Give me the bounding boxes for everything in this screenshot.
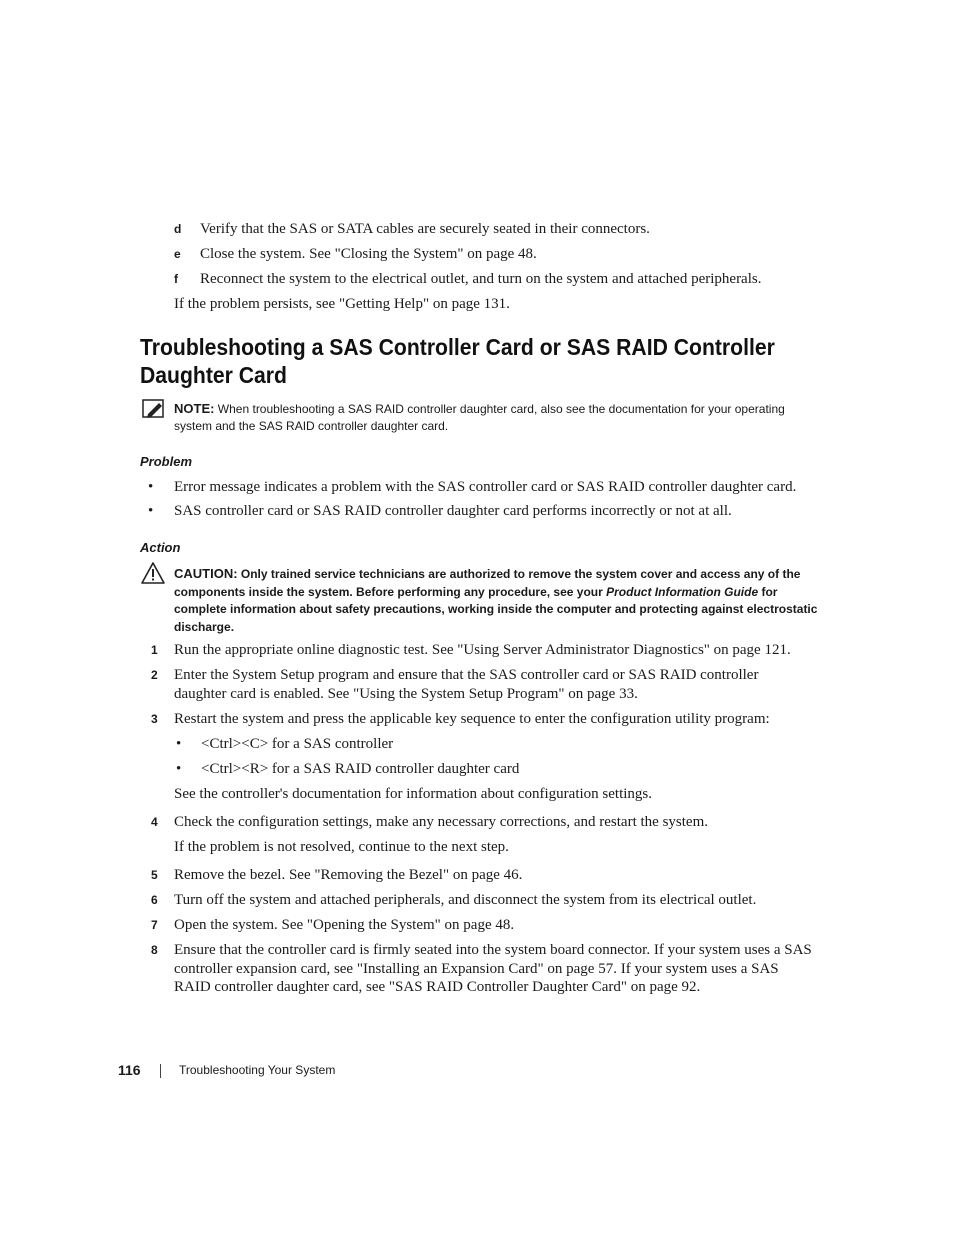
action-title: Action	[140, 540, 181, 555]
footer-section-title: Troubleshooting Your System	[179, 1063, 336, 1077]
footer-divider	[160, 1064, 161, 1078]
step-num-3: 3	[151, 712, 158, 726]
step-text-4: Check the configuration settings, make any necessary corrections, and restart the system.	[174, 814, 708, 830]
step-num-8: 8	[151, 943, 158, 957]
problem-title: Problem	[140, 454, 193, 469]
page-number: 116	[118, 1062, 141, 1078]
note-text: When troubleshooting a SAS RAID controller daughter card, also see the documentation for your operating system and the SAS RAID controller daughter card.	[174, 402, 785, 433]
note-label: NOTE:	[174, 401, 215, 416]
note-block	[174, 400, 824, 435]
step-text-2: Enter the System Setup program and ensure that the SAS controller card or SAS RAID controller daughter card is enabled. See "Using the System Setup Program" on page 33.	[174, 667, 759, 702]
step-num-5: 5	[151, 868, 158, 882]
problem-bullet-1: Error message indicates a problem with the SAS controller card or SAS RAID controller daughter card.	[174, 479, 797, 495]
step3-bullet-1: <Ctrl><C> for a SAS controller	[201, 736, 394, 752]
section-heading: Troubleshooting a SAS Controller Card or SAS RAID Controller Daughter Card	[140, 334, 775, 388]
step-text-6: Turn off the system and attached peripherals, and disconnect the system from its electrical outlet.	[174, 892, 757, 908]
step-text-d: Verify that the SAS or SATA cables are securely seated in their connectors.	[200, 221, 650, 237]
step-text-f: Reconnect the system to the electrical outlet, and turn on the system and attached peripherals.	[200, 271, 762, 287]
bullet-dot: •	[148, 479, 154, 495]
step-num-7: 7	[151, 918, 158, 932]
problem-bullet-2: SAS controller card or SAS RAID controller daughter card performs incorrectly or not at all.	[174, 503, 732, 519]
persist-text: If the problem persists, see "Getting Help" on page 131.	[174, 296, 510, 312]
step-text-7: Open the system. See "Opening the System" on page 48.	[174, 917, 515, 933]
step-text-1: Run the appropriate online diagnostic test. See "Using Server Administrator Diagnostics" on page 121.	[174, 642, 791, 658]
step-num-2: 2	[151, 668, 158, 682]
caution-label: CAUTION:	[174, 566, 238, 581]
step3-after-text: See the controller's documentation for information about configuration settings.	[174, 786, 653, 802]
caution-text-1: Only trained service technicians are authorized to remove the system cover and access any of the components inside the system. Before performing any procedure, see your	[174, 567, 801, 599]
step-letter-d: d	[174, 222, 182, 236]
bullet-dot: •	[148, 503, 154, 519]
step-num-4: 4	[151, 815, 158, 829]
step-text-e: Close the system. See "Closing the System" on page 48.	[200, 246, 537, 262]
step4-after-text: If the problem is not resolved, continue to the next step.	[174, 839, 509, 855]
caution-text-2: for complete information about safety precautions, working inside the computer and protecting against electrostatic discharge.	[174, 584, 818, 634]
caution-block	[174, 565, 824, 636]
step3-bullet-2: <Ctrl><R> for a SAS RAID controller daughter card	[201, 761, 520, 777]
step-text-8: Ensure that the controller card is firmly seated into the system board connector. If your system uses a SAS controller expansion card, see "Installing an Expansion Card" on page 57. If your system uses a SAS RAID controller daughter card, see "SAS RAID Controller Daughter Card" on page 92.	[174, 942, 812, 995]
step-num-6: 6	[151, 893, 158, 907]
step-letter-e: e	[174, 247, 181, 261]
step-num-1: 1	[151, 643, 158, 657]
bullet-dot: •	[176, 761, 182, 777]
bullet-dot: •	[176, 736, 182, 752]
pencil-note-icon	[142, 399, 166, 419]
step-text-5: Remove the bezel. See "Removing the Bezel" on page 46.	[174, 867, 523, 883]
step-text-3: Restart the system and press the applicable key sequence to enter the configuration utility program:	[174, 711, 770, 727]
step-letter-f: f	[174, 272, 178, 286]
caution-italic: Product Information Guide	[606, 584, 759, 599]
warning-triangle-icon	[140, 561, 166, 585]
